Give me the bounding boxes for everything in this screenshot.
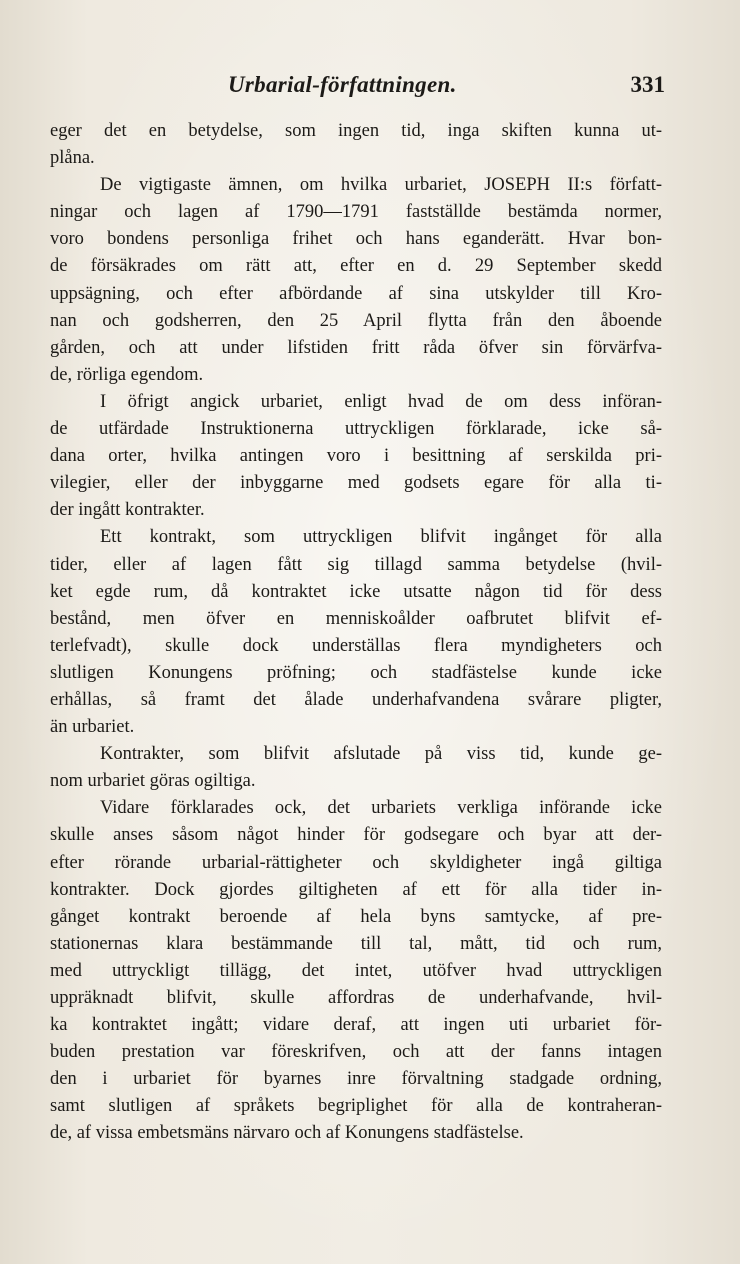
text-line: buden prestation var föreskrifven, och att der fanns intagen bbox=[50, 1042, 662, 1063]
text-line: eger det en betydelse, som ingen tid, inga skiften kunna ut- bbox=[50, 121, 662, 141]
text-line: terlefvadt), skulle dock underställas flera myndigheters och bbox=[50, 635, 662, 656]
text-line: De vigtigaste ämnen, om hvilka urbariet, JOSEPH II:s författ- bbox=[100, 175, 662, 196]
text-line: med uttryckligt tillägg, det intet, utöfver hvad uttryckligen bbox=[50, 960, 662, 981]
text-line: de försäkrades om rätt att, efter en d. 29 September skedd bbox=[50, 256, 662, 277]
text-line: den i urbariet för byarnes inre förvaltning stadgade ordning, bbox=[50, 1069, 662, 1090]
text-line: Kontrakter, som blifvit afslutade på viss tid, kunde ge- bbox=[100, 744, 662, 765]
text-line: gånget kontrakt beroende af hela byns samtycke, af pre- bbox=[50, 906, 662, 927]
page-header bbox=[50, 72, 665, 102]
text-line: plåna. bbox=[50, 148, 95, 169]
text-line: I öfrigt angick urbariet, enligt hvad de om dess införan- bbox=[100, 391, 662, 412]
text-line: uppsägning, och efter afbördande af sina utskylder till Kro- bbox=[50, 283, 662, 304]
text-line: ka kontraktet ingått; vidare deraf, att ingen uti urbariet för- bbox=[50, 1015, 662, 1036]
text-line: slutligen Konungens pröfning; och stadfästelse kunde icke bbox=[50, 662, 662, 683]
page-number: 331 bbox=[630, 72, 665, 97]
text-line: samt slutligen af språkets begriplighet för alla de kontraheran- bbox=[50, 1096, 662, 1117]
text-line: nom urbariet göras ogiltiga. bbox=[50, 771, 256, 792]
text-line: ket egde rum, då kontraktet icke utsatte någon tid för dess bbox=[50, 581, 662, 602]
text-line: voro bondens personliga frihet och hans eganderätt. Hvar bon- bbox=[50, 229, 662, 250]
text-line: vilegier, eller der inbyggarne med godsets egare för alla ti- bbox=[50, 473, 662, 494]
text-line: de, af vissa embetsmäns närvaro och af Konungens stadfästelse. bbox=[50, 1123, 524, 1144]
text-line: nan och godsherren, den 25 April flytta från den åboende bbox=[50, 310, 662, 331]
text-line: uppräknadt blifvit, skulle affordras de underhafvande, hvil- bbox=[50, 988, 662, 1008]
text-line: Ett kontrakt, som uttryckligen blifvit ingånget för alla bbox=[100, 527, 662, 548]
text-line: kontrakter. Dock gjordes giltigheten af ett för alla tider in- bbox=[50, 879, 662, 900]
body-text bbox=[50, 118, 662, 1148]
text-line: gården, och att under lifstiden fritt råda öfver sin förvärfva- bbox=[50, 337, 662, 358]
text-line: stationernas klara bestämmande till tal, mått, tid och rum, bbox=[50, 933, 662, 954]
text-line: de, rörliga egendom. bbox=[50, 364, 204, 385]
text-line: än urbariet. bbox=[50, 717, 135, 738]
text-line: dana orter, hvilka antingen voro i besittning af serskilda pri- bbox=[50, 446, 662, 467]
text-line: efter rörande urbarial-rättigheter och skyldigheter ingå giltiga bbox=[50, 852, 662, 873]
text-line: ningar och lagen af 1790—1791 fastställde bestämda normer, bbox=[50, 202, 662, 223]
text-line: Vidare förklarades ock, det urbariets verkliga införande icke bbox=[100, 798, 662, 819]
running-title: Urbarial-författningen. bbox=[228, 72, 457, 97]
text-line: tider, eller af lagen fått sig tillagd samma betydelse (hvil- bbox=[50, 554, 662, 575]
text-line: skulle anses såsom något hinder för godsegare och byar att der- bbox=[50, 825, 662, 846]
text-line: bestånd, men öfver en menniskoålder oafbrutet blifvit ef- bbox=[50, 608, 662, 629]
text-line: de utfärdade Instruktionerna uttryckligen förklarade, icke så- bbox=[50, 419, 662, 440]
text-line: der ingått kontrakter. bbox=[50, 500, 205, 521]
text-line: erhållas, så framt det ålade underhafvandena svårare pligter, bbox=[50, 689, 662, 710]
